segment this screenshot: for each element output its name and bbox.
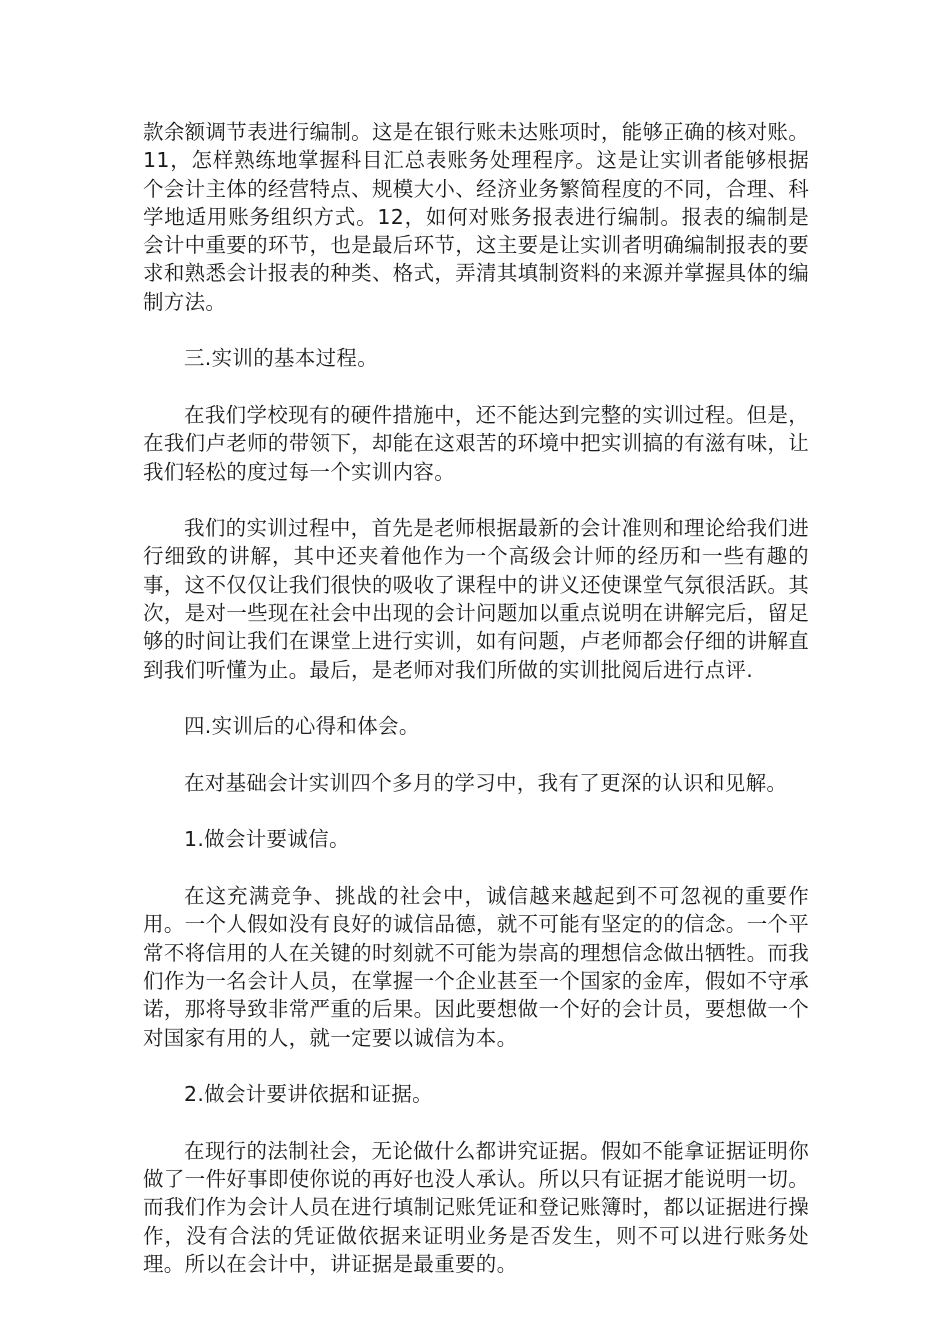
paragraph: 我们的实训过程中，首先是老师根据最新的会计准则和理论给我们进行细致的讲解，其中还夹着他作为一个高级会计师的经历和一些有趣的事，这不仅仅让我们很快的吸收了课程中的讲义还使课堂气氛很活跃。其次，是对一些现在社会中出现的会计问题加以重点说明在讲解完后，留足够的时间让我们在课堂上进行实训，如有问题，卢老师都会仔细的讲解直到我们听懂为止。最后，是老师对我们所做的实训批阅后进行点评. xyxy=(143,516,809,682)
document-body xyxy=(143,118,809,1306)
section-heading-3: 三.实训的基本过程。 xyxy=(184,346,379,371)
subsection-heading-2: 2.做会计要讲依据和证据。 xyxy=(184,1082,433,1107)
paragraph-continued: 款余额调节表进行编制。这是在银行账未达账项时，能够正确的核对账。11，怎样熟练地掌握科目汇总表账务处理程序。这是让实训者能够根据个会计主体的经营特点、规模大小、经济业务繁简程度的不同，合理、科学地适用账务组织方式。12，如何对账务报表进行编制。报表的编制是会计中重要的环节，也是最后环节，这主要是让实训者明确编制报表的要求和熟悉会计报表的种类、格式，弄清其填制资料的来源并掌握具体的编制方法。 xyxy=(143,120,809,314)
paragraph: 在对基础会计实训四个多月的学习中，我有了更深的认识和见解。 xyxy=(184,770,788,795)
paragraph: 在这充满竞争、挑战的社会中，诚信越来越起到不可忽视的重要作用。一个人假如没有良好的诚信品德，就不可能有坚定的的信念。一个平常不将信用的人在关键的时刻就不可能为崇高的理想信念做出牺牲。而我们作为一名会计人员，在掌握一个企业甚至一个国家的金库，假如不守承诺，那将导致非常严重的后果。因此要想做一个好的会计员，要想做一个对国家有用的人，就一定要以诚信为本。 xyxy=(143,884,809,1050)
section-heading-4: 四.实训后的心得和体会。 xyxy=(184,714,420,739)
subsection-heading-1: 1.做会计要诚信。 xyxy=(184,827,350,852)
paragraph: 在现行的法制社会，无论做什么都讲究证据。假如不能拿证据证明你做了一件好事即使你说的再好也没人承认。所以只有证据才能说明一切。而我们作为会计人员在进行填制记账凭证和登记账簿时，都以证据进行操作，没有合法的凭证做依据来证明业务是否发生，则不可以进行账务处理。所以在会计中，讲证据是最重要的。 xyxy=(143,1138,809,1276)
paragraph: 在我们学校现有的硬件措施中，还不能达到完整的实训过程。但是，在我们卢老师的带领下，却能在这艰苦的环境中把实训搞的有滋有味，让我们轻松的度过每一个实训内容。 xyxy=(143,402,809,484)
